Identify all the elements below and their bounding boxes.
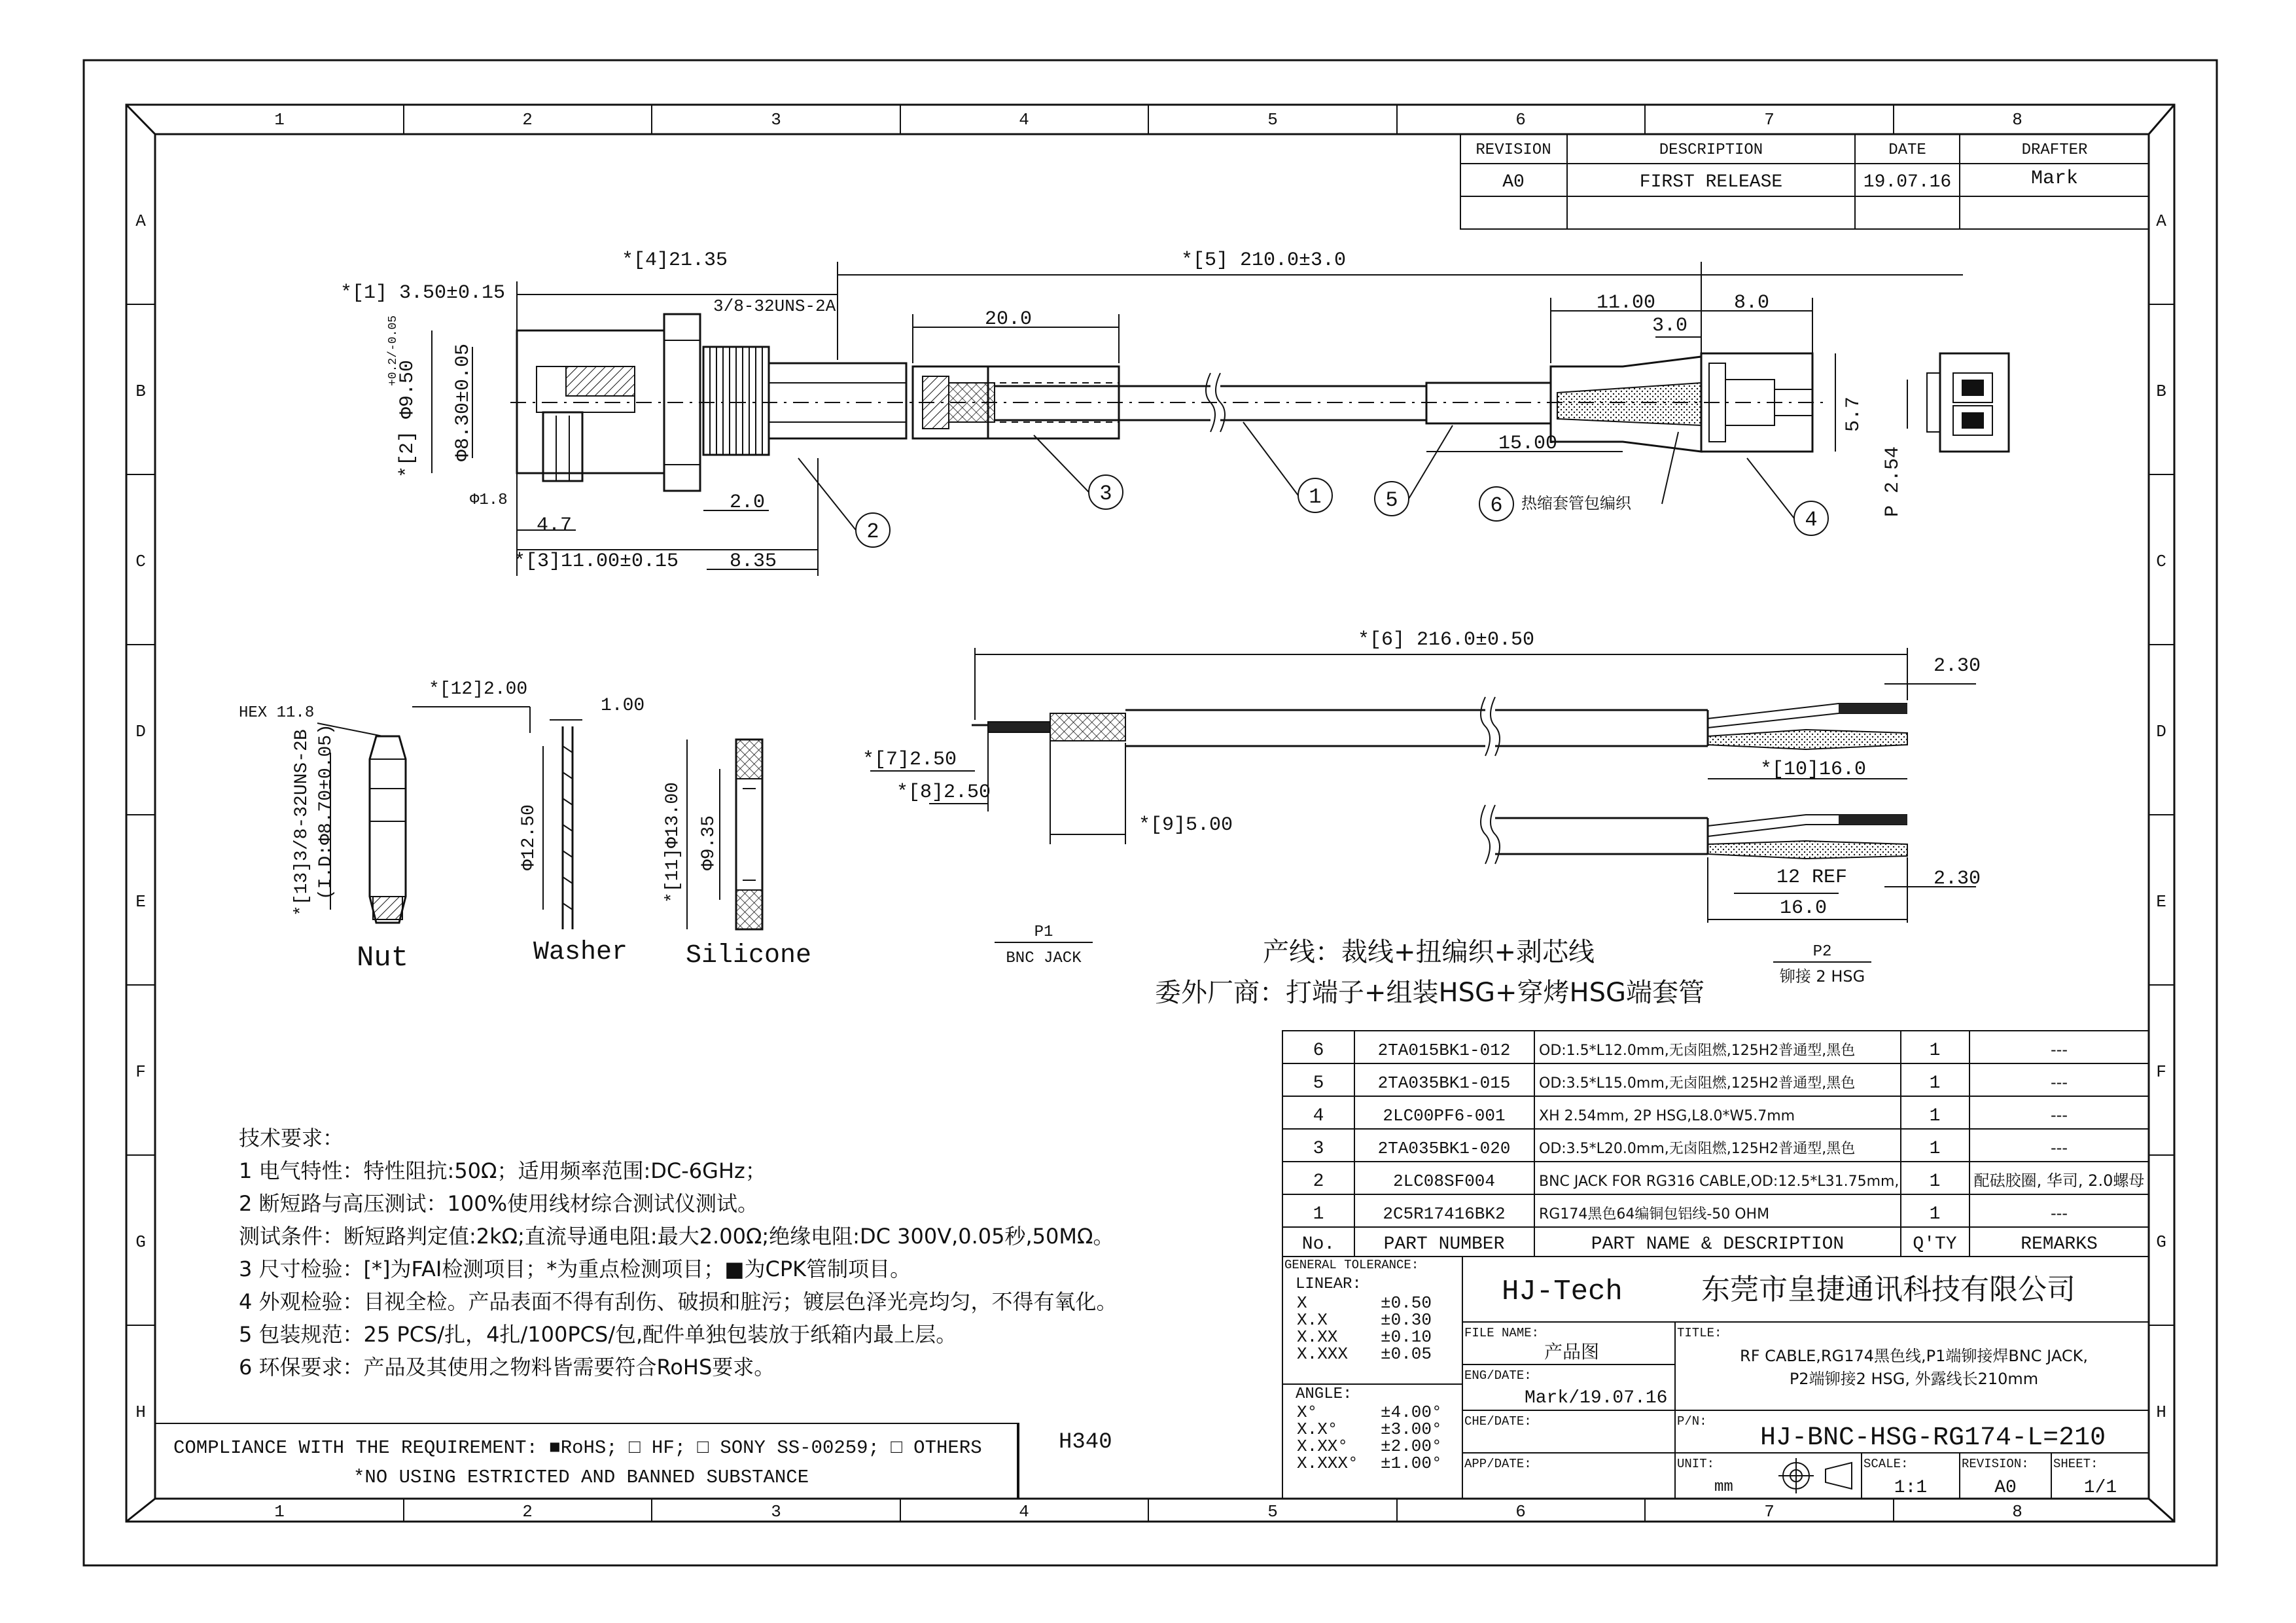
- dim-label: P 2.54: [1882, 446, 1904, 517]
- dim-label: 15.00: [1498, 433, 1558, 455]
- row-label: A: [135, 211, 146, 231]
- rev-cell: FIRST RELEASE: [1639, 172, 1783, 192]
- bom-cell: 2TA015BK1-012: [1377, 1041, 1511, 1060]
- dim-label: HEX 11.8: [239, 704, 315, 722]
- tolerance-cell: X.XX°: [1297, 1436, 1349, 1456]
- rev-header: DESCRIPTION: [1659, 141, 1763, 159]
- dim-label: *[6] 216.0±0.50: [1358, 629, 1535, 651]
- company-name-cn: 东莞市皇捷通讯科技有限公司: [1701, 1273, 2075, 1306]
- bom-cell: OD:3.5*L15.0mm,无卤阻燃,125H2普通型,黑色: [1539, 1075, 1856, 1092]
- tb-label: SHEET:: [2053, 1457, 2098, 1471]
- bom-cell: 5: [1313, 1073, 1324, 1094]
- bom-cell: BNC JACK FOR RG316 CABLE,OD:12.5*L31.75mm,: [1539, 1173, 1899, 1190]
- bom-header: No.: [1301, 1234, 1335, 1255]
- tb-label: GENERAL TOLERANCE:: [1284, 1258, 1419, 1272]
- bom-cell: 2TA035BK1-015: [1377, 1073, 1511, 1093]
- tb-label: CHE/DATE:: [1464, 1414, 1532, 1429]
- parts-drawing: [239, 679, 811, 974]
- row-label: C: [135, 552, 146, 571]
- part-label-nut: Nut: [357, 942, 409, 974]
- col-label: 2: [522, 1502, 533, 1522]
- cable-drawing: [862, 629, 1981, 1008]
- dim-label: *[8]2.50: [896, 781, 991, 804]
- row-label: D: [135, 722, 146, 741]
- bom-cell: 1: [1929, 1171, 1941, 1192]
- dim-label: +0.2/-0.05: [387, 315, 400, 386]
- bom-cell: 2C5R17416BK2: [1383, 1204, 1506, 1224]
- row-label: H: [135, 1402, 146, 1422]
- dim-label: 2.30: [1934, 868, 1981, 890]
- tb-label: P/N:: [1677, 1414, 1707, 1429]
- row-label: A: [2156, 211, 2166, 231]
- tb-label: ANGLE:: [1296, 1385, 1352, 1403]
- balloon-4: 4: [1805, 508, 1818, 532]
- row-label: F: [135, 1062, 146, 1082]
- dim-label: *[12]2.00: [429, 679, 528, 700]
- part-label-washer: Washer: [533, 938, 628, 967]
- col-label: 2: [522, 110, 533, 130]
- bom-cell: 2LC08SF004: [1392, 1171, 1496, 1191]
- tb-label: REVISION:: [1962, 1457, 2029, 1471]
- tech-line: 2 断短路与高压测试：100%使用线材综合测试仪测试。: [239, 1191, 759, 1216]
- tech-title: 技术要求：: [239, 1126, 344, 1150]
- dim-label: *[9]5.00: [1139, 814, 1233, 836]
- bom-cell: ---: [2051, 1073, 2068, 1092]
- bom-cell: 1: [1929, 1106, 1941, 1126]
- dim-label: *[7]2.50: [862, 749, 957, 771]
- dim-label: Φ1.8: [470, 491, 508, 509]
- bom-header: PART NUMBER: [1383, 1234, 1505, 1255]
- bom-cell: ---: [2051, 1139, 2068, 1157]
- tolerance-cell: ±4.00°: [1381, 1402, 1442, 1422]
- tech-line: 1 电气特性：特性阻抗:50Ω；适用频率范围:DC-6GHz；: [239, 1158, 766, 1183]
- col-label: 4: [1019, 110, 1029, 130]
- row-label: E: [135, 892, 146, 912]
- dim-label: *[10]16.0: [1760, 758, 1867, 781]
- tolerance-cell: X: [1297, 1293, 1307, 1313]
- process-line-2: 委外厂商：打端子+组装HSG+穿烤HSG端套管: [1155, 978, 1704, 1008]
- tb-label: ENG/DATE:: [1464, 1368, 1532, 1383]
- bom-cell: OD:3.5*L20.0mm,无卤阻燃,125H2普通型,黑色: [1539, 1141, 1856, 1157]
- bom-cell: 3: [1313, 1139, 1324, 1159]
- col-label: 6: [1515, 1502, 1526, 1522]
- end-label: P2: [1812, 943, 1832, 961]
- dim-label: Φ12.50: [519, 804, 539, 870]
- tb-label: SCALE:: [1863, 1457, 1909, 1471]
- rev-cell: Mark: [2030, 168, 2079, 190]
- tech-line: 4 外观检验：目视全检。产品表面不得有刮伤、破损和脏污；镀层色泽光亮均匀，不得有氧化。: [239, 1289, 1118, 1314]
- balloon-2: 2: [866, 520, 879, 544]
- row-label: B: [2156, 382, 2166, 401]
- title-block: [1282, 1257, 2149, 1499]
- rev-cell: 19.07.16: [1863, 172, 1952, 192]
- col-label: 1: [274, 1502, 285, 1522]
- dim-label: *[5] 210.0±3.0: [1181, 249, 1347, 272]
- col-label: 5: [1267, 110, 1278, 130]
- scale-value: 1:1: [1894, 1478, 1928, 1498]
- col-label: 3: [771, 1502, 781, 1522]
- compliance-line-1: COMPLIANCE WITH THE REQUIREMENT: ■RoHS; □ HF; □ SONY SS-00259; □ OTHERS: [173, 1437, 982, 1459]
- tb-label: UNIT:: [1677, 1457, 1715, 1471]
- bom-cell: 1: [1929, 1041, 1941, 1061]
- bom-header: REMARKS: [2021, 1234, 2098, 1255]
- dim-label: 20.0: [985, 308, 1033, 330]
- dim-label: *[11]Φ13.00: [663, 782, 683, 903]
- tolerance-cell: ±0.10: [1381, 1327, 1432, 1347]
- bom-cell: ---: [2051, 1041, 2068, 1059]
- tech-line: 5 包装规范：25 PCS/扎，4扎/100PCS/包,配件单独包装放于纸箱内最上层。: [239, 1322, 957, 1347]
- row-label: D: [2156, 722, 2166, 741]
- tech-line: 测试条件：断短路判定值:2kΩ;直流导通电阻:最大2.00Ω;绝缘电阻:DC 300V,0.05秒,50MΩ。: [239, 1224, 1114, 1249]
- rev-header: DRAFTER: [2021, 141, 2088, 159]
- bom-header: PART NAME & DESCRIPTION: [1591, 1234, 1845, 1255]
- tolerance-cell: ±0.50: [1381, 1293, 1432, 1313]
- dim-label: 8.0: [1734, 292, 1770, 314]
- rev-cell: A0: [1502, 172, 1525, 192]
- tolerance-cell: X.XXX°: [1297, 1454, 1358, 1473]
- revision-table: [1460, 134, 2149, 229]
- row-label: F: [2156, 1062, 2166, 1082]
- revision-value: A0: [1994, 1478, 2017, 1498]
- bom-cell: 2TA035BK1-020: [1377, 1139, 1511, 1158]
- bom-cell: 1: [1929, 1073, 1941, 1094]
- row-label: G: [2156, 1232, 2166, 1252]
- assembly-drawing: [510, 314, 2009, 491]
- tolerance-cell: X.X: [1297, 1310, 1328, 1330]
- bom-header: Q'TY: [1913, 1234, 1957, 1255]
- dim-label: 2.0: [730, 491, 766, 514]
- col-label: 8: [2012, 1502, 2022, 1522]
- unit-value: mm: [1714, 1478, 1733, 1496]
- tolerance-cell: X.X°: [1297, 1419, 1338, 1439]
- dim-label: 1.00: [601, 696, 645, 716]
- part-label-silicone: Silicone: [686, 941, 812, 971]
- dim-label: *[4]21.35: [622, 249, 728, 272]
- col-label: 5: [1267, 1502, 1278, 1522]
- col-label: 8: [2012, 110, 2022, 130]
- col-label: 7: [1764, 110, 1775, 130]
- end-label: P1: [1034, 923, 1053, 941]
- dim-label: *[1] 3.50±0.15: [340, 282, 506, 304]
- tech-line: 3 尺寸检验：[*]为FAI检测项目；*为重点检测项目；■为CPK管制项目。: [239, 1257, 911, 1281]
- dim-label: *[2] Φ9.50: [397, 359, 419, 478]
- dim-label: *[13]3/8-32UNS-2B: [292, 729, 312, 916]
- col-label: 6: [1515, 110, 1526, 130]
- balloon-5: 5: [1385, 488, 1398, 512]
- col-label: 1: [274, 110, 285, 130]
- dim-label: 5.7: [1843, 396, 1865, 432]
- tech-requirements: [239, 1126, 1118, 1380]
- bom-cell: ---: [2051, 1106, 2068, 1124]
- dim-label: *[3]11.00±0.15: [514, 550, 679, 573]
- tolerance-cell: X°: [1297, 1402, 1318, 1422]
- file-name: 产品图: [1544, 1341, 1600, 1363]
- bom-cell: 2LC00PF6-001: [1383, 1106, 1506, 1126]
- row-label: E: [2156, 892, 2166, 912]
- drawing-title-2: P2端铆接2 HSG, 外露线长210mm: [1789, 1370, 2039, 1388]
- end-label: 铆接 2 HSG: [1779, 967, 1865, 986]
- eng-date: Mark/19.07.16: [1525, 1388, 1668, 1408]
- projection-symbol-icon: [1778, 1458, 1852, 1493]
- tolerance-cell: ±0.30: [1381, 1310, 1432, 1330]
- tolerance-cell: X.XX: [1297, 1327, 1338, 1347]
- dim-label: 4.7: [537, 514, 573, 537]
- company-name-en: HJ-Tech: [1502, 1275, 1623, 1308]
- compliance-code: H340: [1059, 1430, 1112, 1455]
- dim-label: 3.0: [1652, 315, 1688, 337]
- row-label: C: [2156, 552, 2166, 571]
- tolerance-cell: ±1.00°: [1381, 1454, 1442, 1473]
- tb-label: APP/DATE:: [1464, 1457, 1532, 1471]
- row-label: G: [135, 1232, 146, 1252]
- bom-cell: 4: [1313, 1106, 1324, 1126]
- bom-cell: 1: [1929, 1139, 1941, 1159]
- bom-table: [1282, 1031, 2149, 1257]
- row-label: H: [2156, 1402, 2166, 1422]
- bom-cell: XH 2.54mm, 2P HSG,L8.0*W5.7mm: [1539, 1108, 1795, 1124]
- col-label: 3: [771, 110, 781, 130]
- rev-header: DATE: [1888, 141, 1926, 159]
- tolerance-cell: X.XXX: [1297, 1344, 1349, 1364]
- tolerance-cell: ±3.00°: [1381, 1419, 1442, 1439]
- rev-header: REVISION: [1475, 141, 1551, 159]
- bom-cell: ---: [2051, 1204, 2068, 1222]
- dim-label: Φ9.35: [699, 815, 719, 870]
- tolerance-cell: ±0.05: [1381, 1344, 1432, 1364]
- tb-label: LINEAR:: [1296, 1275, 1362, 1293]
- sheet-value: 1/1: [2083, 1478, 2117, 1498]
- balloon-6: 6: [1490, 493, 1503, 518]
- dim-label: (I.D:Φ8.70±0.05): [316, 724, 336, 900]
- tb-label: TITLE:: [1677, 1326, 1722, 1340]
- drawing-title-1: RF CABLE,RG174黑色线,P1端铆接焊BNC JACK,: [1740, 1347, 2088, 1365]
- bom-cell: 6: [1313, 1041, 1324, 1061]
- note-heatshrink: 热缩套管包编织: [1521, 494, 1631, 512]
- balloon-1: 1: [1309, 485, 1322, 509]
- balloon-3: 3: [1099, 482, 1112, 506]
- dim-label: 2.30: [1934, 655, 1981, 677]
- compliance-box: [155, 1423, 1112, 1499]
- dim-label: 16.0: [1780, 897, 1828, 919]
- tolerance-cell: ±2.00°: [1381, 1436, 1442, 1456]
- bom-cell: RG174黑色64编铜包铝线-50 OHM: [1539, 1206, 1770, 1222]
- bom-cell: 1: [1929, 1204, 1941, 1224]
- dim-label: Φ8.30±0.05: [452, 343, 474, 461]
- bom-cell: 配砝胶圈, 华司, 2.0螺母: [1973, 1171, 2145, 1190]
- col-label: 4: [1019, 1502, 1029, 1522]
- col-label: 7: [1764, 1502, 1775, 1522]
- compliance-line-2: *NO USING ESTRICTED AND BANNED SUBSTANCE: [353, 1467, 809, 1488]
- part-number: HJ-BNC-HSG-RG174-L=210: [1760, 1423, 2106, 1453]
- bom-cell: OD:1.5*L12.0mm,无卤阻燃,125H2普通型,黑色: [1539, 1043, 1856, 1059]
- bom-cell: 1: [1313, 1204, 1324, 1224]
- row-label: B: [135, 382, 146, 401]
- tech-line: 6 环保要求：产品及其使用之物料皆需要符合RoHS要求。: [239, 1355, 775, 1380]
- dim-label: 3/8-32UNS-2A: [713, 296, 836, 316]
- dim-label: 11.00: [1597, 292, 1656, 314]
- bom-cell: 2: [1313, 1171, 1324, 1192]
- dim-label: 12 REF: [1776, 866, 1848, 889]
- end-label: BNC JACK: [1006, 950, 1082, 967]
- tb-label: FILE NAME:: [1464, 1326, 1540, 1340]
- dim-label: 8.35: [730, 550, 777, 573]
- process-line-1: 产线：裁线+扭编织+剥芯线: [1263, 937, 1595, 967]
